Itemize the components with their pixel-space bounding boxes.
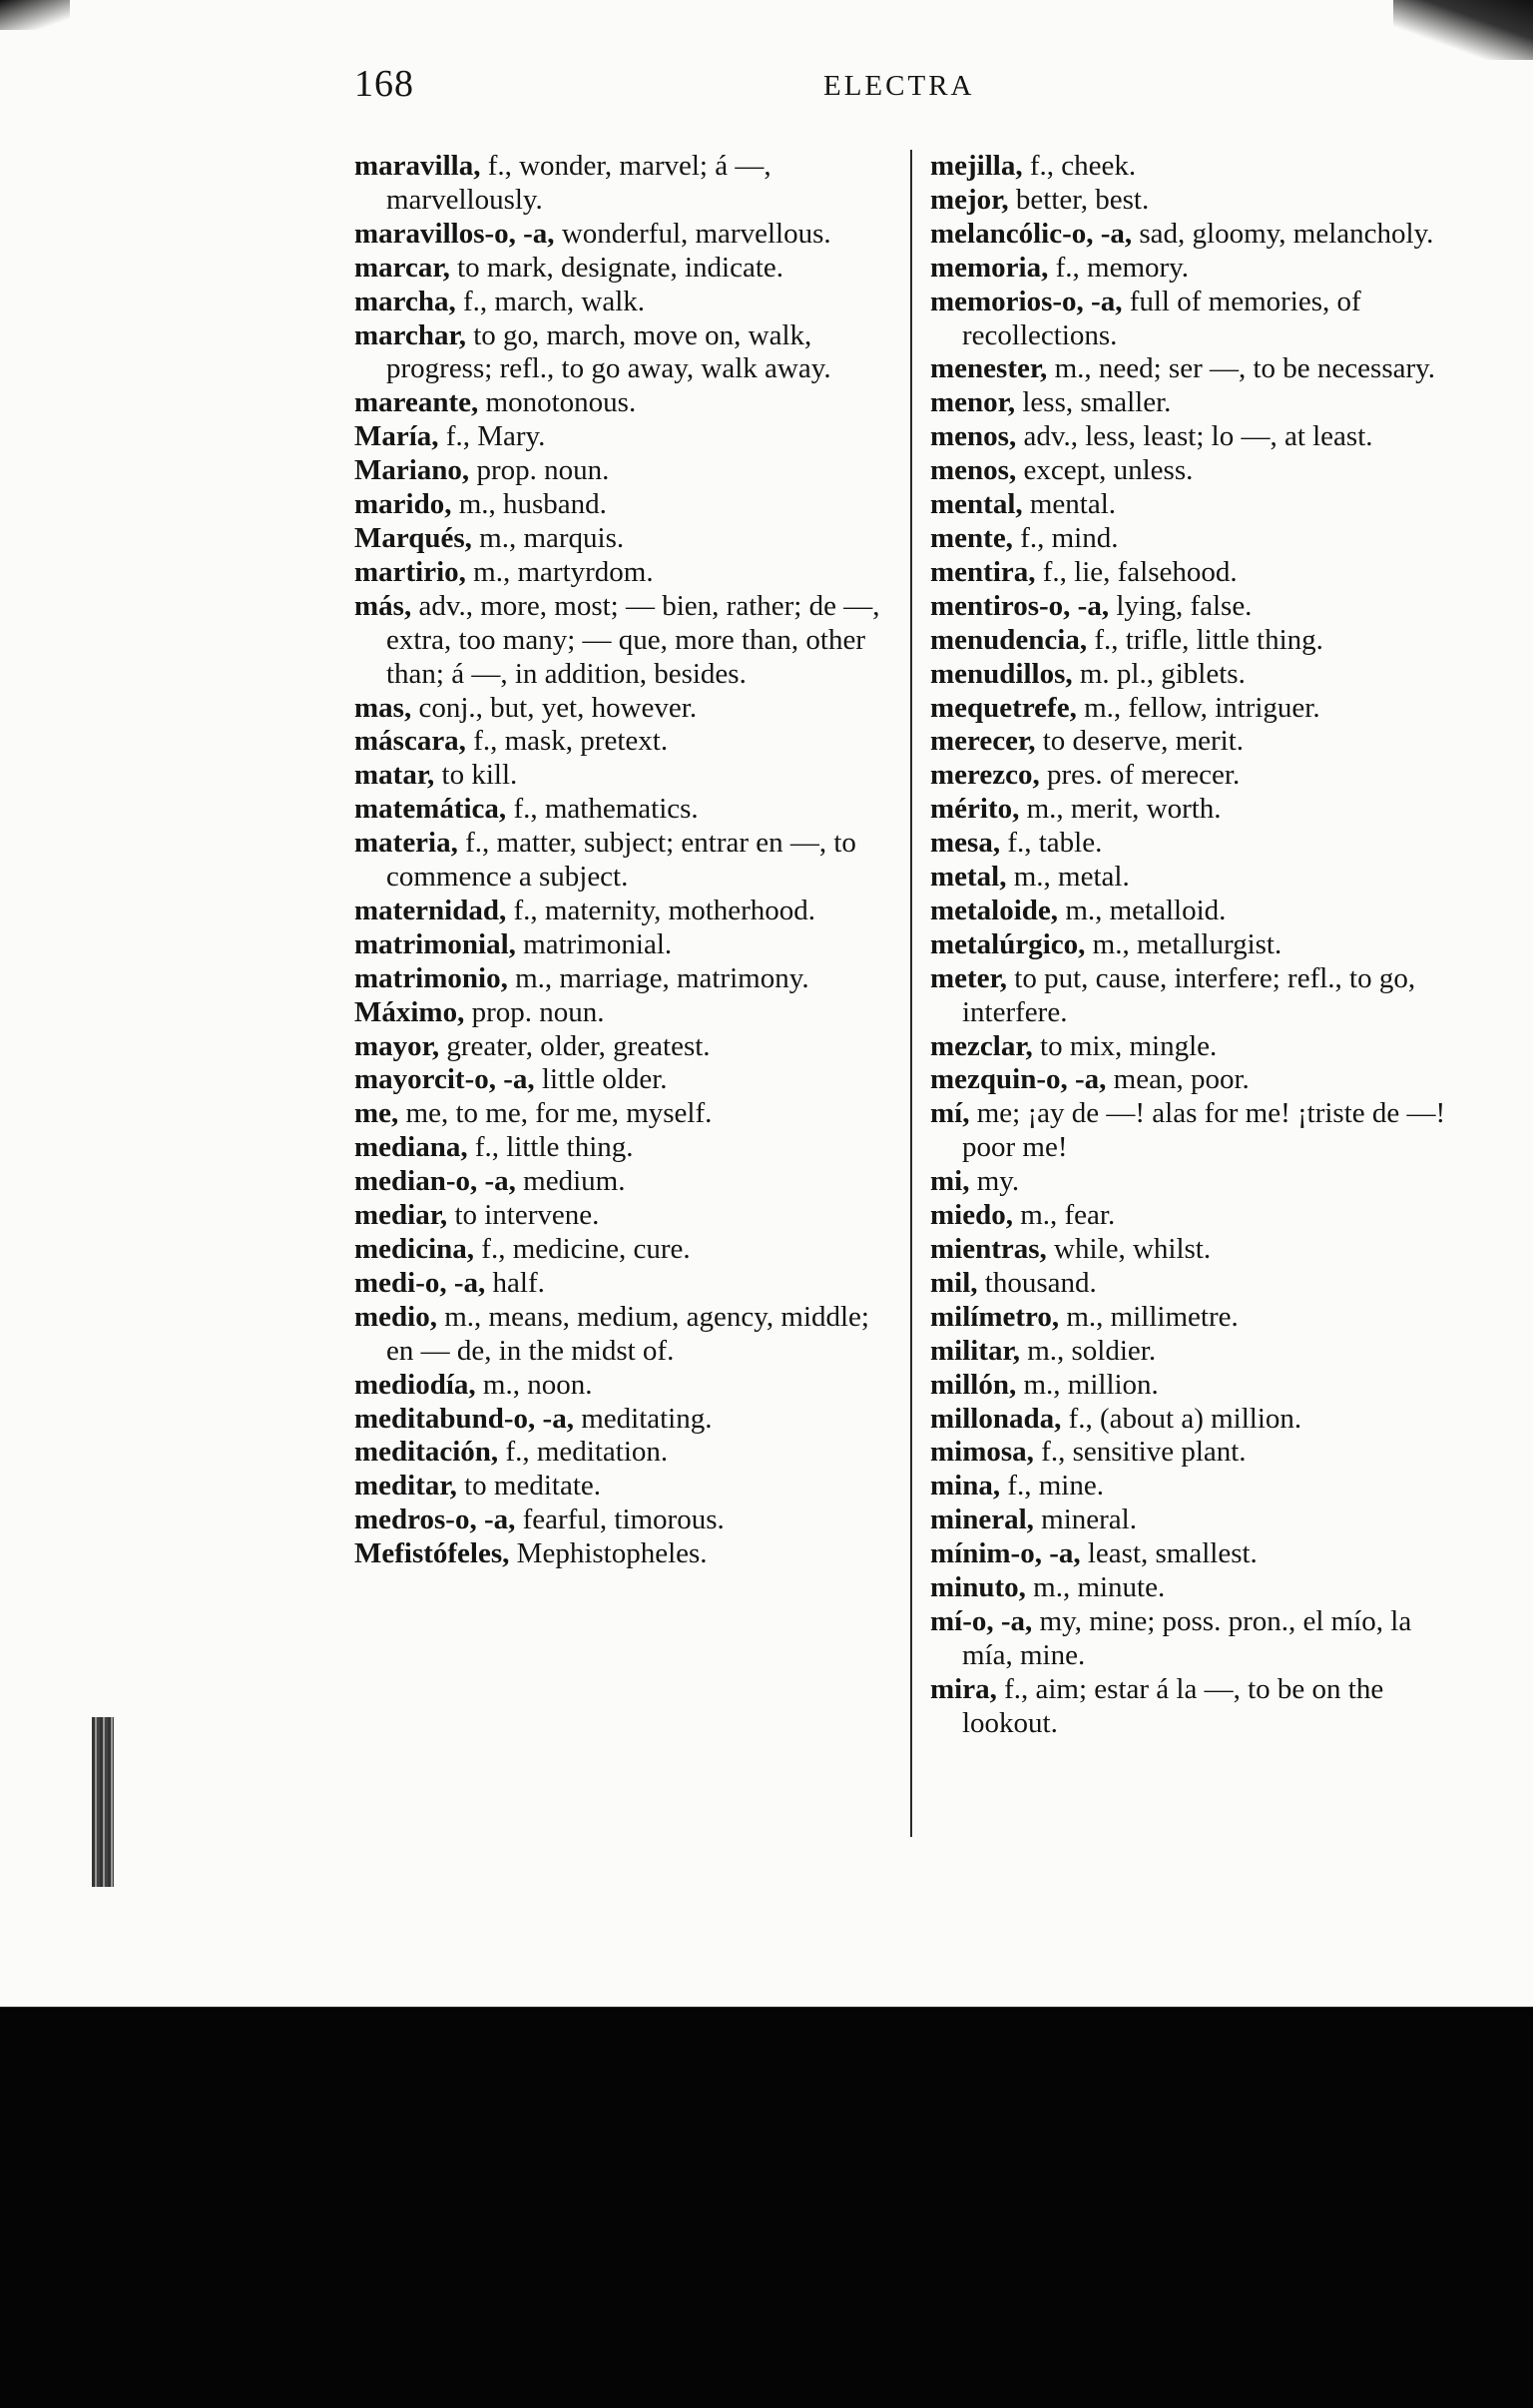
glossary-entry	[354, 1504, 883, 1537]
entry-headword: menor,	[930, 386, 1016, 419]
glossary-entry	[930, 1097, 1449, 1165]
glossary-entry	[930, 1199, 1449, 1233]
glossary-entry	[930, 488, 1449, 522]
entry-definition: me; ¡ay de —! alas for me! ¡triste de —! poor me!	[962, 1097, 1446, 1164]
entry-definition: m., martyrdom.	[465, 555, 654, 588]
glossary-entry	[354, 895, 883, 928]
entry-headword: merezco,	[930, 759, 1040, 792]
entry-headword: milímetro,	[930, 1300, 1060, 1333]
entry-headword: matrimonial,	[354, 927, 516, 960]
entry-headword: marchar,	[354, 318, 466, 351]
binding-scan-artifact	[92, 1717, 114, 1887]
glossary-entry	[354, 1030, 883, 1064]
entry-headword: mareante,	[354, 386, 479, 419]
glossary-entry	[930, 928, 1449, 962]
glossary-entry	[930, 895, 1449, 928]
entry-headword: mil,	[930, 1266, 978, 1299]
glossary-entry	[930, 1233, 1449, 1267]
entry-headword: mayorcit-o, -a,	[354, 1063, 535, 1096]
page-curl-shadow	[1393, 0, 1533, 60]
entry-definition: mean, poor.	[1106, 1063, 1250, 1096]
entry-definition: to go, march, move on, walk, progress; refl., to go away, walk away.	[386, 318, 831, 385]
glossary-entry	[354, 319, 883, 387]
entry-headword: mínim-o, -a,	[930, 1537, 1081, 1570]
entry-definition: wonderful, marvellous.	[554, 217, 831, 250]
glossary-entry	[930, 1267, 1449, 1301]
glossary-entry	[354, 1233, 883, 1267]
entry-headword: memorios-o, -a,	[930, 285, 1123, 317]
glossary-entry	[354, 1369, 883, 1403]
entry-definition: full of memories, of recollections.	[962, 285, 1361, 351]
glossary-entry	[354, 1097, 883, 1131]
entry-headword: merecer,	[930, 725, 1036, 758]
entry-headword: más,	[354, 589, 412, 622]
glossary-entry	[930, 1470, 1449, 1504]
glossary-entry	[354, 1199, 883, 1233]
entry-headword: marido,	[354, 488, 452, 521]
glossary-entry	[354, 420, 883, 454]
glossary-entry	[930, 1369, 1449, 1403]
entry-definition: matrimonial.	[515, 927, 673, 960]
entry-headword: mimosa,	[930, 1436, 1034, 1469]
glossary-column-left	[354, 150, 883, 1571]
entry-definition: mineral.	[1033, 1504, 1137, 1536]
entry-headword: memoria,	[930, 251, 1049, 284]
entry-headword: minuto,	[930, 1571, 1026, 1604]
entry-headword: Mariano,	[354, 454, 470, 487]
entry-definition: f., matter, subject; entrar en —, to commence a subject.	[386, 827, 856, 894]
glossary-entry	[930, 1063, 1449, 1097]
column-divider	[910, 150, 912, 1837]
entry-headword: máscara,	[354, 725, 466, 758]
entry-headword: mejilla,	[930, 150, 1023, 182]
entry-headword: menos,	[930, 420, 1017, 453]
entry-headword: meditabund-o, -a,	[354, 1402, 574, 1435]
glossary-entry	[354, 759, 883, 793]
glossary-entry	[354, 1301, 883, 1369]
glossary-entry	[930, 692, 1449, 726]
entry-headword: mi,	[930, 1165, 970, 1198]
entry-headword: millón,	[930, 1368, 1017, 1401]
glossary-entry	[930, 1436, 1449, 1470]
entry-definition: to mix, mingle.	[1032, 1029, 1218, 1062]
entry-definition: adv., less, least; lo —, at least.	[1016, 420, 1373, 453]
entry-definition: sad, gloomy, melancholy.	[1132, 217, 1434, 250]
glossary-entry	[930, 420, 1449, 454]
glossary-entry	[930, 1605, 1449, 1673]
entry-definition: f., trifle, little thing.	[1087, 623, 1323, 656]
entry-definition: f., Mary.	[438, 420, 546, 453]
glossary-entry	[354, 488, 883, 522]
glossary-entry	[354, 386, 883, 420]
glossary-entry	[354, 1267, 883, 1301]
entry-definition: to kill.	[434, 759, 518, 792]
glossary-entry	[930, 556, 1449, 590]
entry-headword: metaloide,	[930, 894, 1059, 926]
running-head	[354, 62, 1397, 112]
entry-definition: m., metalloid.	[1058, 894, 1227, 926]
entry-definition: m., noon.	[475, 1368, 593, 1401]
entry-headword: miedo,	[930, 1199, 1013, 1232]
entry-definition: f., sensitive plant.	[1033, 1436, 1247, 1469]
glossary-entry	[930, 1030, 1449, 1064]
scan-background	[0, 2007, 1533, 2408]
entry-definition: to put, cause, interfere; refl., to go, interfere.	[962, 961, 1416, 1028]
glossary-entry	[354, 692, 883, 726]
entry-headword: militar,	[930, 1334, 1020, 1367]
glossary-entry	[354, 1165, 883, 1199]
entry-definition: m., marquis.	[471, 521, 625, 554]
glossary-entry	[354, 1403, 883, 1437]
glossary-entry	[354, 218, 883, 252]
entry-headword: Marqués,	[354, 521, 472, 554]
entry-definition: f., medicine, cure.	[474, 1233, 691, 1265]
glossary-entry	[930, 286, 1449, 353]
entry-headword: mineral,	[930, 1504, 1034, 1536]
entry-headword: matar,	[354, 759, 435, 792]
entry-definition: adv., more, most; — bien, rather; de —, extra, too many; — que, more than, other than; á —, in addition, besides.	[386, 589, 880, 690]
glossary-entry	[354, 1537, 883, 1571]
entry-headword: María,	[354, 420, 439, 453]
glossary-entry	[354, 590, 883, 692]
glossary-entry	[930, 1403, 1449, 1437]
entry-headword: materia,	[354, 827, 458, 860]
entry-definition: least, smallest.	[1080, 1537, 1258, 1570]
glossary-entry	[930, 1301, 1449, 1335]
glossary-entry	[354, 1470, 883, 1504]
entry-headword: mina,	[930, 1470, 1001, 1503]
entry-definition: m., soldier.	[1019, 1334, 1157, 1367]
entry-definition: m., fear.	[1012, 1199, 1116, 1232]
entry-definition: f., lie, falsehood.	[1035, 555, 1238, 588]
entry-headword: maravilla,	[354, 150, 481, 182]
entry-definition: conj., but, yet, however.	[411, 691, 698, 724]
glossary-entry	[930, 1504, 1449, 1537]
glossary-entry	[930, 793, 1449, 827]
entry-definition: f., mind.	[1012, 521, 1119, 554]
entry-definition: m., fellow, intriguer.	[1076, 691, 1320, 724]
glossary-entry	[354, 150, 883, 218]
entry-headword: metal,	[930, 861, 1007, 894]
entry-definition: m., million.	[1016, 1368, 1159, 1401]
glossary-column-right	[930, 150, 1449, 1741]
glossary-entry	[930, 184, 1449, 218]
glossary-entry	[930, 386, 1449, 420]
glossary-entry	[930, 590, 1449, 624]
entry-definition: f., mine.	[1000, 1470, 1104, 1503]
entry-definition: f., wonder, marvel; á —, marvellously.	[386, 150, 771, 216]
entry-definition: while, whilst.	[1046, 1233, 1212, 1265]
glossary-entry	[930, 759, 1449, 793]
entry-definition: better, best.	[1008, 183, 1150, 216]
entry-definition: lying, false.	[1109, 589, 1253, 622]
entry-headword: mezclar,	[930, 1029, 1033, 1062]
entry-headword: metalúrgico,	[930, 927, 1086, 960]
entry-definition: f., march, walk.	[455, 285, 646, 317]
glossary-entry	[930, 827, 1449, 861]
entry-definition: greater, older, greatest.	[439, 1029, 711, 1062]
entry-definition: m., metallurgist.	[1085, 927, 1282, 960]
running-title: ELECTRA	[823, 70, 975, 102]
entry-definition: f., table.	[1000, 827, 1103, 860]
entry-definition: except, unless.	[1016, 454, 1194, 487]
entry-headword: medicina,	[354, 1233, 475, 1265]
entry-headword: meter,	[930, 961, 1008, 994]
entry-definition: f., little thing.	[467, 1131, 634, 1164]
entry-definition: f., aim; estar á la —, to be on the lookout.	[962, 1672, 1384, 1739]
entry-definition: m., marriage, matrimony.	[507, 961, 809, 994]
entry-definition: m., husband.	[451, 488, 607, 521]
entry-headword: mente,	[930, 521, 1013, 554]
entry-definition: m., metal.	[1006, 861, 1130, 894]
entry-definition: m., need; ser —, to be necessary.	[1047, 352, 1435, 385]
entry-definition: mental.	[1022, 488, 1117, 521]
entry-definition: f., maternity, motherhood.	[506, 894, 816, 926]
glossary-entry	[930, 725, 1449, 759]
entry-definition: medium.	[515, 1165, 626, 1198]
entry-definition: f., mathematics.	[506, 793, 699, 826]
entry-headword: menester,	[930, 352, 1048, 385]
entry-headword: menudillos,	[930, 657, 1073, 690]
entry-headword: mequetrefe,	[930, 691, 1077, 724]
glossary-entry	[930, 658, 1449, 692]
entry-definition: pres. of merecer.	[1039, 759, 1241, 792]
entry-headword: maravillos-o, -a,	[354, 217, 555, 250]
glossary-entry	[930, 861, 1449, 895]
glossary-entry	[354, 522, 883, 556]
entry-headword: mas,	[354, 691, 412, 724]
glossary-entry	[354, 996, 883, 1030]
glossary-entry	[930, 962, 1449, 1030]
entry-headword: marcha,	[354, 285, 456, 317]
entry-headword: martirio,	[354, 555, 466, 588]
glossary-entry	[930, 624, 1449, 658]
entry-headword: mérito,	[930, 793, 1020, 826]
entry-definition: to mark, designate, indicate.	[449, 251, 784, 284]
entry-definition: my.	[969, 1165, 1020, 1198]
entry-headword: menudencia,	[930, 623, 1088, 656]
glossary-entry	[930, 150, 1449, 184]
entry-headword: meditar,	[354, 1470, 457, 1503]
entry-headword: mezquin-o, -a,	[930, 1063, 1107, 1096]
entry-headword: millonada,	[930, 1402, 1062, 1435]
entry-definition: f., cheek.	[1022, 150, 1137, 182]
glossary-entry	[354, 1063, 883, 1097]
glossary-entry	[354, 1131, 883, 1165]
entry-definition: m., millimetre.	[1059, 1300, 1239, 1333]
entry-definition: monotonous.	[478, 386, 637, 419]
entry-headword: median-o, -a,	[354, 1165, 516, 1198]
entry-headword: Mefistófeles,	[354, 1537, 510, 1570]
entry-headword: mentiros-o, -a,	[930, 589, 1110, 622]
glossary-entry	[354, 556, 883, 590]
entry-headword: me,	[354, 1097, 399, 1130]
entry-definition: m., merit, worth.	[1019, 793, 1222, 826]
glossary-entry	[354, 928, 883, 962]
entry-headword: melancólic-o, -a,	[930, 217, 1133, 250]
entry-definition: m. pl., giblets.	[1072, 657, 1246, 690]
entry-headword: mediana,	[354, 1131, 468, 1164]
entry-definition: prop. noun.	[469, 454, 610, 487]
entry-definition: m., minute.	[1025, 1571, 1166, 1604]
entry-definition: f., memory.	[1048, 251, 1190, 284]
entry-headword: mira,	[930, 1672, 997, 1705]
glossary-entry	[930, 454, 1449, 488]
entry-definition: Mephistopheles.	[509, 1537, 708, 1570]
glossary-entry	[354, 962, 883, 996]
entry-headword: mí,	[930, 1097, 970, 1130]
glossary-entry	[930, 1571, 1449, 1605]
glossary-entry	[354, 252, 883, 286]
entry-definition: my, mine; poss. pron., el mío, la mía, mine.	[962, 1604, 1412, 1671]
glossary-entry	[930, 1335, 1449, 1369]
entry-headword: maternidad,	[354, 894, 507, 926]
glossary-entry	[354, 827, 883, 895]
entry-definition: half.	[485, 1266, 545, 1299]
entry-definition: little older.	[534, 1063, 668, 1096]
glossary-entry	[930, 218, 1449, 252]
entry-definition: to meditate.	[456, 1470, 601, 1503]
entry-headword: mentira,	[930, 555, 1036, 588]
page-edge-shadow	[0, 0, 70, 30]
entry-definition: fearful, timorous.	[515, 1504, 725, 1536]
page-number: 168	[354, 63, 414, 105]
entry-definition: thousand.	[977, 1266, 1097, 1299]
entry-headword: mental,	[930, 488, 1023, 521]
entry-definition: f., mask, pretext.	[465, 725, 669, 758]
entry-headword: medio,	[354, 1300, 437, 1333]
glossary-entry	[354, 725, 883, 759]
entry-headword: mejor,	[930, 183, 1009, 216]
entry-headword: meditación,	[354, 1436, 499, 1469]
glossary-entry	[930, 522, 1449, 556]
entry-definition: prop. noun.	[464, 995, 605, 1028]
entry-definition: to intervene.	[447, 1199, 600, 1232]
entry-definition: f., (about a) million.	[1061, 1402, 1302, 1435]
entry-definition: f., meditation.	[498, 1436, 669, 1469]
glossary-entry	[354, 286, 883, 319]
entry-headword: mí-o, -a,	[930, 1604, 1033, 1637]
entry-headword: mediodía,	[354, 1368, 476, 1401]
entry-headword: matemática,	[354, 793, 507, 826]
glossary-entry	[354, 1436, 883, 1470]
entry-definition: me, to me, for me, myself.	[398, 1097, 713, 1130]
glossary-entry	[930, 352, 1449, 386]
entry-headword: mayor,	[354, 1029, 440, 1062]
glossary-entry	[930, 1165, 1449, 1199]
entry-headword: marcar,	[354, 251, 450, 284]
entry-headword: matrimonio,	[354, 961, 508, 994]
entry-headword: medros-o, -a,	[354, 1504, 516, 1536]
entry-headword: mientras,	[930, 1233, 1047, 1265]
glossary-entry	[354, 454, 883, 488]
glossary-entry	[930, 1673, 1449, 1741]
glossary-entry	[930, 1537, 1449, 1571]
glossary-entry	[930, 252, 1449, 286]
entry-definition: m., means, medium, agency, middle; en — de, in the midst of.	[386, 1300, 869, 1367]
entry-headword: mesa,	[930, 827, 1001, 860]
entry-definition: less, smaller.	[1015, 386, 1172, 419]
entry-definition: meditating.	[573, 1402, 713, 1435]
entry-headword: menos,	[930, 454, 1017, 487]
glossary-entry	[354, 793, 883, 827]
entry-headword: medi-o, -a,	[354, 1266, 486, 1299]
entry-definition: to deserve, merit.	[1035, 725, 1245, 758]
entry-headword: mediar,	[354, 1199, 448, 1232]
entry-headword: Máximo,	[354, 995, 465, 1028]
